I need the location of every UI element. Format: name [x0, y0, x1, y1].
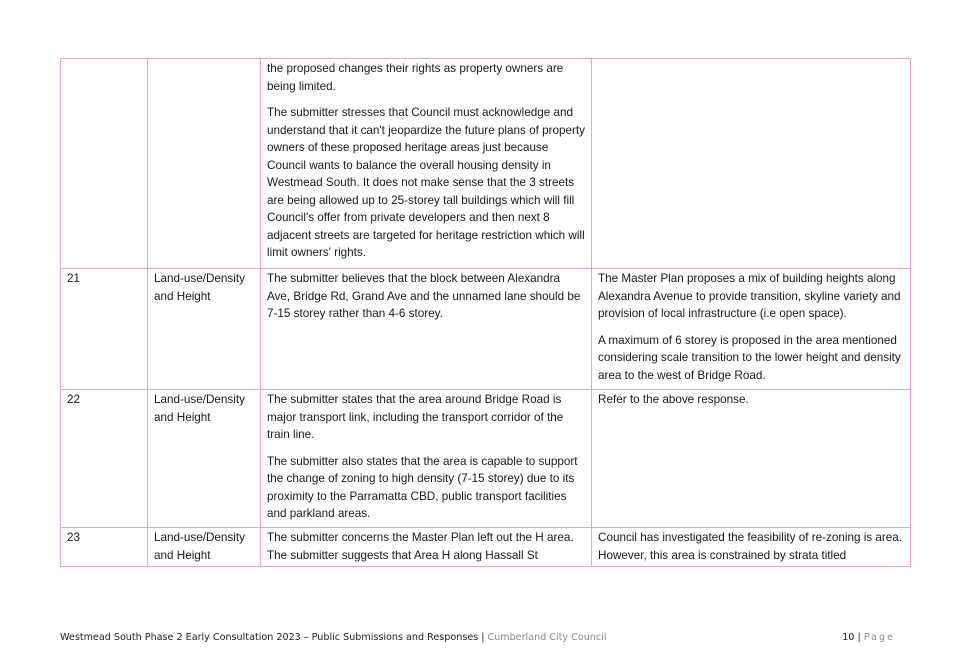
topic-cell: Land-use/Density and Height — [148, 528, 261, 567]
response-paragraph: Council has investigated the feasibility of re-zoning is area. However, this area is constrained by strata titled — [598, 531, 903, 562]
row-number-cell: 23 — [61, 528, 148, 567]
topic-cell — [148, 59, 261, 269]
row-number-cell: 22 — [61, 390, 148, 528]
page-number: 10 — [842, 632, 855, 643]
submission-paragraph: The submitter states that the area around Bridge Road is major transport link, including the transport corridor of the train line. — [267, 393, 564, 441]
row-number-cell: 21 — [61, 269, 148, 390]
footer-left — [60, 632, 606, 643]
response-paragraph: A maximum of 6 storey is proposed in the area mentioned considering scale transition to the lower height and density area to the west of Bridge Road. — [598, 333, 901, 382]
submission-cell — [261, 269, 592, 390]
footer-page-indicator — [842, 632, 895, 643]
response-cell — [592, 390, 911, 528]
submission-paragraph: The submitter also states that the area is capable to support the change of zoning to high density (7-15 storey) due to its proximity to the Parramatta CBD, public transport facilities and parkland areas. — [267, 454, 578, 520]
table-row — [61, 59, 911, 269]
table-row — [61, 390, 911, 528]
response-paragraph: Refer to the above response. — [598, 393, 749, 406]
topic-cell: Land-use/Density and Height — [148, 390, 261, 528]
response-cell — [592, 269, 911, 390]
submission-cell — [261, 390, 592, 528]
footer-document-title: Westmead South Phase 2 Early Consultation 2023 – Public Submissions and Responses — [60, 632, 479, 643]
response-paragraph: The Master Plan proposes a mix of building heights along Alexandra Avenue to provide transition, skyline variety and provision of local infrastructure (i.e open space). — [598, 272, 901, 320]
response-cell — [592, 528, 911, 567]
submission-cell — [261, 59, 592, 269]
footer-separator: | — [481, 632, 485, 643]
page-label: Page — [863, 632, 895, 643]
table-row — [61, 528, 911, 567]
submissions-table — [60, 58, 911, 567]
submission-paragraph: The submitter believes that the block between Alexandra Ave, Bridge Rd, Grand Ave and the unnamed lane should be 7-15 storey rather than 4-6 storey. — [267, 272, 581, 320]
table-row — [61, 269, 911, 390]
submission-paragraph: the proposed changes their rights as property owners are being limited. — [267, 62, 564, 93]
response-cell — [592, 59, 911, 269]
submission-cell — [261, 528, 592, 567]
topic-cell: Land-use/Density and Height — [148, 269, 261, 390]
submission-paragraph: The submitter stresses that Council must acknowledge and understand that it can't jeopardize the future plans of property owners of these proposed heritage areas just because Council wants to balance the overall housing density in Westmead South. It does not make sense that the 3 streets are being allowed up to 25-storey tall buildings which will fill Council's offer from private developers and then next 8 adjacent streets are targeted for heritage restriction which will limit owners' rights. — [267, 106, 585, 259]
submission-paragraph: The submitter concerns the Master Plan left out the H area. The submitter suggests that Area H along Hassall St — [267, 531, 574, 562]
footer-organisation: Cumberland City Council — [487, 632, 607, 643]
row-number-cell — [61, 59, 148, 269]
page-number-separator: | — [857, 632, 861, 643]
